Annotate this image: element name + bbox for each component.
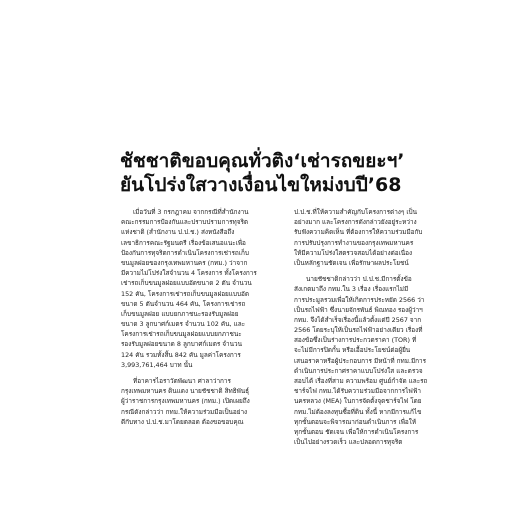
body-text-line: รับฟังความคิดเห็น ที่ต้องการให้ความร่วมมือกับ (294, 228, 423, 237)
body-text-line: กรณีดังกล่าวว่า กทม.ให้ความร่วมมือเป็นอย่าง (121, 407, 248, 416)
body-text-line: เป็นหลักฐานชัดเจน เพื่อรักษาผลประโยชน์ (294, 258, 409, 267)
body-text-line: กทม. จึงได้สำเร็จเรื่องนี้แล้วตั้งแต่ปี 2567 จาก (294, 315, 422, 324)
body-text-line: คณะกรรมการป้องกันและปราบปรามการทุจริต (121, 218, 249, 227)
body-text-line: โครงการเช่ารถเก็บขนมูลฝอยแบบยกภาชนะ (121, 330, 242, 339)
body-text-line: จะไม่มีการปิดกั้น หรือเอื้อประโยชน์ต่อผู้ยื่น (294, 346, 411, 355)
body-text-line: เป็นรถไฟฟ้า ซึ่งนายจักรพันธ์ พิณทอง รองผู้ว่าฯ (294, 305, 423, 314)
body-text-line: เสนอราคาหรือผู้ประกอบการ มีหน้าที่ กทม.มีการ (294, 356, 427, 365)
body-text-line: นายชัชชาติกล่าวว่า ป.ป.ช.มีการตั้งข้อ (306, 275, 412, 284)
body-text-line: เช่ารถเก็บขนมูลฝอยแบบอัดขนาด 2 ตัน จำนวน (121, 279, 252, 288)
body-text-line: กทม.ไม่ต้องลงทุนซื้อที่ดิน ทั้งนี้ หากมีการแก้ไข (294, 407, 422, 416)
body-text-line: เป็นไปอย่างรวดเร็ว และปลอดการทุจริต (294, 438, 403, 447)
body-text-line: ป้องกันการทุจริตการดำเนินโครงการเช่ารถเก็บ (121, 248, 249, 257)
headline-line-1: ชัชชาติขอบคุณทั่วติง‘เช่ารถขยะฯ’ (120, 150, 405, 172)
body-text-line: นครหลวง (MEA) ในการจัดตั้งจุดชาร์จไฟ โดย (294, 397, 422, 406)
body-text-line: ขนมูลฝอยของกรุงเทพมหานคร (กทม.) ว่าจาก (121, 258, 248, 267)
body-text-line: ดำเนินการประกาศราคาแบบโปร่งใส และตรวจ (294, 366, 423, 375)
body-text-line: การปรับปรุงการทำงานของกรุงเทพมหานคร (294, 238, 414, 247)
body-text-line: กรุงเทพมหานคร ดินแดง นายชัชชาติ สิทธิพันธุ์ (121, 387, 250, 396)
body-text-line: การประมูลรวมเพื่อให้เกิดการประหยัด 2566 ว่า (294, 295, 425, 304)
body-text-line: ขนาด 5 ตันจำนวน 464 คัน, โครงการเช่ารถ (121, 299, 246, 308)
body-text-line: 124 คัน รวมทั้งสิ้น 842 คัน มูลค่าโครงการ (121, 350, 241, 359)
body-text-line: 2566 โดยระบุให้เป็นรถไฟฟ้าอย่างเดียว เรื่องที่ (294, 326, 423, 335)
body-text-line: มีความไม่โปร่งใสจำนวน 4 โครงการ ทั้งโครงการ (121, 269, 257, 278)
body-text-line: สองข้อซึ่งเป็นร่างการประกวดราคา (TOR) ที่ (294, 336, 417, 345)
body-text-line: ให้มีความโปร่งใสตรวจสอบได้อย่างต่อเนื่อง (294, 248, 413, 257)
body-text-line: ชาร์จไฟ กทม.ได้รับความร่วมมือจากการไฟฟ้า (294, 387, 421, 396)
body-text-line: เก็บขนมูลฝอย แบบยกภาชนะรองรับมูลฝอย (121, 309, 239, 318)
body-text-line: 152 คัน, โครงการเช่ารถเก็บขนมูลฝอยแบบอัด (121, 289, 250, 298)
body-text-line: สังเกตมาถึง กทม.ใน 3 เรื่อง เรื่องแรกไม่มี (294, 285, 409, 294)
body-text-line: ป.ป.ช.ที่ให้ความสำคัญกับโครงการต่างๆ เป็น (294, 208, 417, 216)
body-text-line: รองรับมูลฝอยขนาด 8 ลูกบาศก์เมตร จำนวน (121, 340, 242, 349)
body-text-line: เมื่อวันที่ 3 กรกฎาคม จากกรณีที่สำนักงาน (133, 208, 249, 216)
body-text-line: 3,993,761,464 บาท นั้น (121, 360, 193, 369)
body-text-line: ดีกับทาง ป.ป.ช.มาโดยตลอด ต้องขอขอบคุณ (121, 417, 244, 426)
body-text-line: ทุกขั้นตอน ชัดเจน เพื่อให้การดำเนินโครงการ (294, 427, 419, 436)
right-column (294, 207, 442, 447)
body-text-line: ที่อาคารไอราวัตพัฒนา ศาลาว่าการ (133, 377, 231, 385)
body-text-line: ทุกขั้นตอนจะพิจารณาก่อนดำเนินการ เพื่อให้ (294, 417, 417, 426)
body-text-line: อย่างมาก และโครงการดังกล่าวยังอยู่ระหว่าง (294, 218, 417, 227)
body-text-line: สอบได้ เรื่องที่สาม ความพร้อม ศูนย์กำจัด และรถ (294, 377, 428, 385)
body-text-line: เลขาธิการคณะรัฐมนตรี เรื่องข้อเสนอแนะเพื่อ (121, 238, 246, 247)
headline-line-2: ยันโปร่งใสวางเงื่อนไขใหม่งบปี’68 (120, 174, 402, 196)
body-text-line: ผู้ว่าราชการกรุงเทพมหานคร (กทม.) เปิดเผยถึง (121, 397, 250, 406)
body-text-line: แห่งชาติ (สำนักงาน ป.ป.ช.) ส่งหนังสือถึง (121, 228, 235, 237)
body-text-line: ขนาด 3 ลูกบาศก์เมตร จำนวน 102 คัน, และ (121, 320, 246, 329)
left-column (121, 207, 271, 427)
